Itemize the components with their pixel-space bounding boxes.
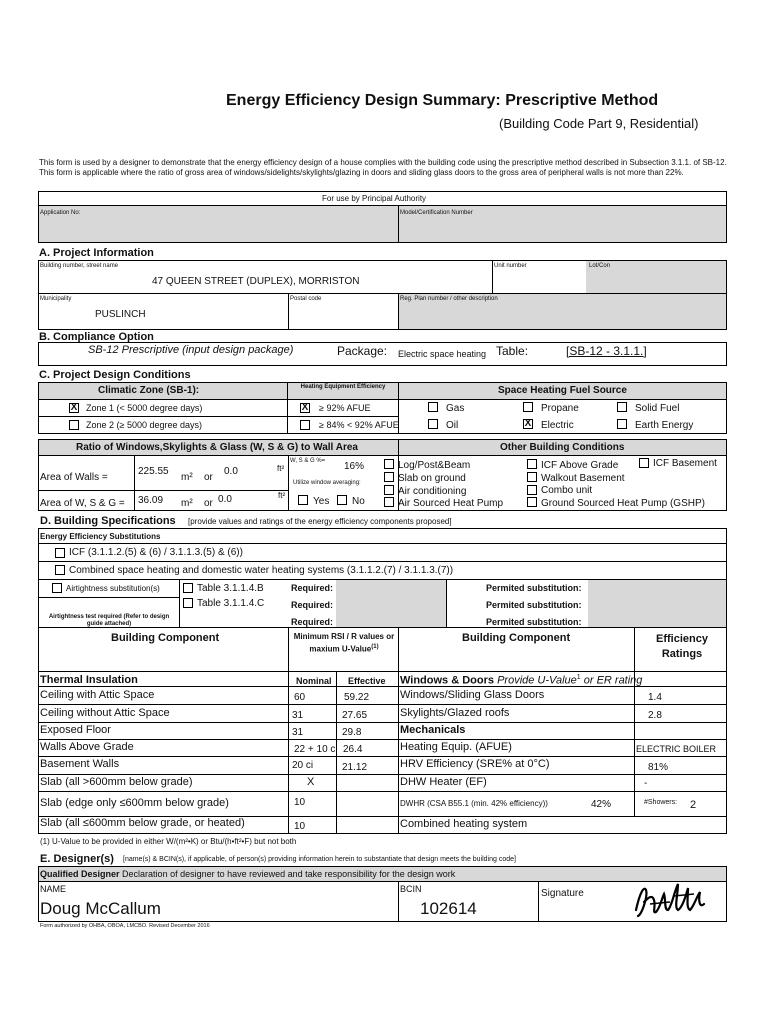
qualified-label: Qualified Designer [40, 869, 120, 879]
table-b-label: Table 3.1.1.4.C [197, 598, 265, 609]
section-a-title: A. Project Information [39, 247, 154, 259]
table-label: Table: [496, 344, 529, 358]
row-ceiling-no-attic-effective: 27.65 [342, 710, 368, 721]
averaging-yes-checkbox[interactable] [298, 495, 308, 505]
airtight-sub-checkbox[interactable] [52, 583, 62, 593]
afue1-label: ≥ 92% AFUE [319, 403, 371, 413]
divider [287, 400, 288, 434]
heating-header-text: Heating Equipment Efficiency [300, 384, 386, 390]
row-slab-all: Slab (all >600mm below grade) [40, 776, 193, 788]
permitted-2: Permited substitution: [486, 600, 582, 610]
form-title: Energy Efficiency Design Summary: Prescriptive Method [226, 92, 659, 109]
divider [398, 627, 399, 834]
effective-label: Effective [348, 676, 386, 686]
row-ceiling-attic-effective: 59.22 [344, 692, 370, 703]
row-ceiling-attic: Ceiling with Attic Space [40, 689, 155, 701]
signature-image [630, 880, 710, 922]
row-basement-effective: 21.12 [342, 762, 368, 773]
bc-header-2: Building Component [462, 632, 571, 644]
slab-ground-label: Slab on ground [398, 473, 466, 484]
qualified-header-text [40, 869, 455, 879]
divider [38, 543, 727, 544]
walls-ft-value: 0.0 [224, 466, 238, 477]
row-walls-above-nominal: 22 + 10 c [294, 744, 336, 755]
eff-header: Efficiency Ratings [656, 633, 708, 660]
postal-label: Postal code [290, 296, 322, 302]
divider [38, 704, 727, 705]
combined-sub-checkbox[interactable] [55, 565, 65, 575]
other-header-text: Other Building Conditions [500, 442, 625, 453]
row-combined-heating: Combined heating system [400, 818, 528, 830]
required-1: Required: [291, 583, 334, 593]
fuel-electric-checkbox[interactable]: X [524, 418, 532, 429]
divider [288, 293, 289, 330]
walls-value: 225.55 [138, 466, 169, 477]
wsg-ft2: ft² [278, 491, 286, 500]
divider [38, 756, 727, 757]
row-basement-nominal: 20 ci [292, 760, 314, 771]
divider [38, 686, 727, 687]
divider [336, 671, 337, 834]
averaging-no-checkbox[interactable] [337, 495, 347, 505]
row-exposed-floor-effective: 29.8 [342, 727, 362, 738]
required-2: Required: [291, 600, 334, 610]
package-value: Electric space heating [398, 349, 487, 359]
divider [38, 671, 727, 672]
row-slab-edge-nominal: 10 [294, 797, 306, 808]
fuel-header-text: Space Heating Fuel Source [498, 385, 627, 396]
divider [38, 722, 727, 723]
thermal-label: Thermal Insulation [40, 674, 138, 686]
row-slab-all-nominal: X [307, 776, 315, 788]
zone2-label: Zone 2 (≥ 5000 degree days) [86, 420, 203, 430]
afue2-checkbox[interactable] [300, 420, 310, 430]
airtight-test-label: Airtightness test required (Refer to design guide attached) [48, 614, 170, 627]
row-dwhr-value: 42% [591, 799, 612, 810]
fuel-solid-label: Solid Fuel [635, 403, 680, 414]
row-dhw-value: - [644, 778, 648, 789]
wd-sup: 1 [576, 674, 581, 681]
icf-above-label: ICF Above Grade [541, 460, 619, 471]
walls-label: Area of Walls = [40, 472, 108, 483]
form-footer: Form authorized by OHBA, OBOA, LMCBO. Revised December 2016 [40, 923, 210, 929]
averaging-no-label: No [352, 496, 365, 507]
row-walls-above: Walls Above Grade [40, 741, 134, 753]
log-post-label: Log/Post&Beam [398, 460, 471, 471]
averaging-yes-label: Yes [313, 496, 330, 507]
section-d-title: D. Building Specifications [40, 515, 176, 527]
subs-header: Energy Efficiency Substitutions [40, 532, 161, 541]
fuel-earth-label: Earth Energy [635, 420, 694, 431]
slab-ground-checkbox[interactable] [384, 472, 394, 482]
fuel-propane-label: Propane [541, 403, 579, 414]
air-conditioning-label: Air conditioning [398, 486, 467, 497]
row-ceiling-attic-nominal: 60 [294, 692, 306, 703]
section-d-note: [provide values and ratings of the energy efficiency components proposed] [188, 517, 452, 526]
zone2-checkbox[interactable] [69, 420, 79, 430]
street-label: Building number, street name [40, 263, 119, 269]
wsg-label: Area of W, S & G = [40, 498, 125, 509]
divider [38, 490, 288, 491]
row-hrv-value: 81% [648, 762, 669, 773]
zone1-checkbox[interactable]: X [70, 402, 78, 413]
row-skylights: Skylights/Glazed roofs [400, 707, 510, 719]
ashp-checkbox[interactable] [384, 497, 394, 507]
package-label: Package: [337, 344, 388, 358]
row-exposed-floor: Exposed Floor [40, 724, 111, 736]
lot-label: Lot/Con [589, 263, 611, 269]
fuel-electric-label: Electric [541, 420, 574, 431]
application-no-field[interactable] [38, 205, 399, 243]
walls-m2: m² [181, 472, 193, 483]
row-ceiling-no-attic-nominal: 31 [292, 710, 304, 721]
signature-label: Signature [541, 888, 584, 899]
row-windows: Windows/Sliding Glass Doors [400, 689, 545, 701]
table-value: [SB-12 - 3.1.1.] [566, 344, 647, 358]
model-cert-label: Model/Certification Number [400, 210, 473, 216]
bcin-value: 102614 [420, 899, 477, 918]
section-b-title: B. Compliance Option [39, 331, 154, 343]
table-a-label: Table 3.1.1.4.B [197, 583, 264, 594]
nominal-label: Nominal [296, 676, 332, 686]
street-value: 47 QUEEN STREET (DUPLEX), MORRISTON [152, 276, 360, 287]
row-heating-equip: Heating Equip. (AFUE) [400, 741, 512, 753]
section-c-title: C. Project Design Conditions [39, 369, 191, 381]
section-e-note: [name(s) & BCIN(s), if applicable, of person(s) providing information herein to substantiate that design meets the building code] [123, 856, 516, 863]
row-slab-edge: Slab (edge only ≤600mm below grade) [40, 797, 229, 809]
municipality-value: PUSLINCH [95, 309, 146, 320]
required-fields[interactable] [336, 580, 446, 627]
fuel-earth-checkbox[interactable] [617, 419, 627, 429]
divider [38, 791, 727, 792]
compliance-option: SB-12 Prescriptive (input design package) [88, 344, 294, 356]
table-a-checkbox[interactable] [183, 583, 193, 593]
row-heating-equip-value: ELECTRIC BOILER [636, 744, 717, 754]
divider [38, 597, 179, 598]
wd-note: Provide U-Value [497, 674, 577, 687]
divider [398, 882, 399, 922]
divider [38, 416, 399, 417]
divider [446, 579, 447, 627]
permitted-3: Permited substitution: [486, 617, 582, 627]
row-ceiling-no-attic: Ceiling without Attic Space [40, 707, 170, 719]
afue1-checkbox[interactable]: X [301, 402, 309, 413]
climatic-header-text: Climatic Zone (SB-1): [98, 385, 200, 396]
row-windows-value: 1.4 [648, 692, 662, 703]
rsi-header [290, 632, 398, 655]
designer-name: Doug McCallum [40, 899, 161, 918]
intro-text: This form is used by a designer to demonstrate that the energy efficiency design of a house complies with the building code using the prescriptive method described in Subsection 3.1.1. of SB-12. This form is applicable where the ratio of gross area of windows/sidelights/skylights/glazing in doors and sliding glass doors to the gross area of peripheral walls is not more than 22%. [39, 158, 727, 177]
ratio-header-text: Ratio of Windows,Skylights & Glass (W, S & G) to Wall Area [76, 442, 358, 453]
walls-or: or [204, 472, 213, 483]
row-hrv: HRV Efficiency (SRE% at 0°C) [400, 758, 550, 770]
unit-label: Unit number [494, 263, 527, 269]
bc-header: Building Component [111, 632, 220, 644]
form-subtitle: (Building Code Part 9, Residential) [499, 116, 699, 131]
divider [538, 882, 539, 922]
walkout-checkbox[interactable] [527, 472, 537, 482]
fuel-oil-checkbox[interactable] [428, 419, 438, 429]
combined-sub-label: Combined space heating and domestic water heating systems (3.1.1.2.(7) / 3.1.1.3.(7)) [69, 565, 454, 576]
rsi-header-text: Minimum RSI / R values or maxium U-Value [293, 632, 395, 654]
bcin-label: BCIN [400, 884, 422, 894]
air-conditioning-checkbox[interactable] [384, 485, 394, 495]
icf-basement-label: ICF Basement [653, 458, 717, 469]
section-e-title: E. Designer(s) [40, 853, 114, 865]
windows-doors-text: Windows & Doors [400, 674, 495, 687]
fuel-oil-label: Oil [446, 420, 459, 431]
required-3: Required: [291, 617, 334, 627]
showers-label: #Showers: [644, 799, 678, 806]
municipality-label: Municipality [40, 296, 72, 302]
plan-label: Reg. Plan number / other description [400, 296, 498, 302]
divider [288, 627, 289, 834]
permitted-fields[interactable] [588, 580, 726, 627]
qualified-note: Declaration of designer to have reviewed and take responsibility for the design work [122, 869, 456, 879]
row-exposed-floor-nominal: 31 [292, 727, 304, 738]
wsg-pct-value: 16% [344, 461, 365, 472]
table-b-checkbox[interactable] [183, 598, 193, 608]
fuel-propane-checkbox[interactable] [523, 402, 533, 412]
permitted-1: Permited substitution: [486, 583, 582, 593]
wsg-ft-value: 0.0 [218, 494, 232, 505]
fuel-gas-checkbox[interactable] [428, 402, 438, 412]
divider [179, 579, 180, 627]
gshp-label: Ground Sourced Heat Pump (GSHP) [541, 498, 705, 509]
walls-ft2: ft² [277, 464, 285, 473]
row-slab-heated: Slab (all ≤600mm below grade, or heated) [40, 817, 245, 829]
gshp-checkbox[interactable] [527, 497, 537, 507]
divider [288, 456, 289, 511]
wd-note-2: or ER rating [580, 674, 643, 687]
fuel-gas-label: Gas [446, 403, 465, 414]
icf-sub-checkbox[interactable] [55, 548, 65, 558]
divider [38, 774, 727, 775]
wsg-or: or [204, 498, 213, 509]
combo-unit-checkbox[interactable] [527, 485, 537, 495]
log-post-checkbox[interactable] [384, 459, 394, 469]
icf-sub-label: ICF (3.1.1.2.(5) & (6) / 3.1.1.3.(5) & (6)) [69, 547, 243, 558]
wsg-pct-label: W, S & G %= [290, 458, 326, 464]
showers-value: 2 [690, 799, 697, 811]
authority-label: For use by Principal Authority [322, 194, 427, 203]
zone1-label: Zone 1 (< 5000 degree days) [86, 403, 203, 413]
fuel-solid-checkbox[interactable] [617, 402, 627, 412]
ashp-label: Air Sourced Heat Pump [398, 498, 504, 509]
rsi-sup: (1) [371, 644, 379, 650]
airtight-sub-label: Airtightness substitution(s) [66, 584, 160, 593]
footnote: (1) U-Value to be provided in either W/(m²•K) or Btu/(h•ft²•F) but not both [40, 837, 297, 846]
icf-above-checkbox[interactable] [527, 459, 537, 469]
combo-unit-label: Combo unit [541, 485, 593, 496]
row-basement-walls: Basement Walls [40, 758, 120, 770]
row-walls-above-effective: 26.4 [343, 744, 363, 755]
row-slab-heated-nominal: 10 [294, 821, 306, 832]
walkout-label: Walkout Basement [541, 473, 625, 484]
wsg-m2: m² [181, 498, 193, 509]
divider [38, 739, 727, 740]
row-skylights-value: 2.8 [648, 710, 662, 721]
divider [492, 260, 493, 293]
windows-doors-label [400, 674, 642, 687]
row-dhw: DHW Heater (EF) [400, 776, 487, 788]
wsg-value: 36.09 [138, 495, 164, 506]
icf-basement-checkbox[interactable] [639, 458, 649, 468]
divider [38, 627, 727, 628]
divider [38, 561, 727, 562]
utilize-label: Utilize window averaging: [293, 480, 361, 486]
row-dwhr: DWHR (CSA B55.1 (min. 42% efficiency)) [400, 799, 548, 808]
row-mechanicals: Mechanicals [400, 724, 466, 736]
afue2-label: ≥ 84% < 92% AFUE [319, 420, 399, 430]
divider [134, 456, 135, 511]
name-label: NAME [40, 884, 67, 894]
application-no-label: Application No: [40, 210, 81, 216]
